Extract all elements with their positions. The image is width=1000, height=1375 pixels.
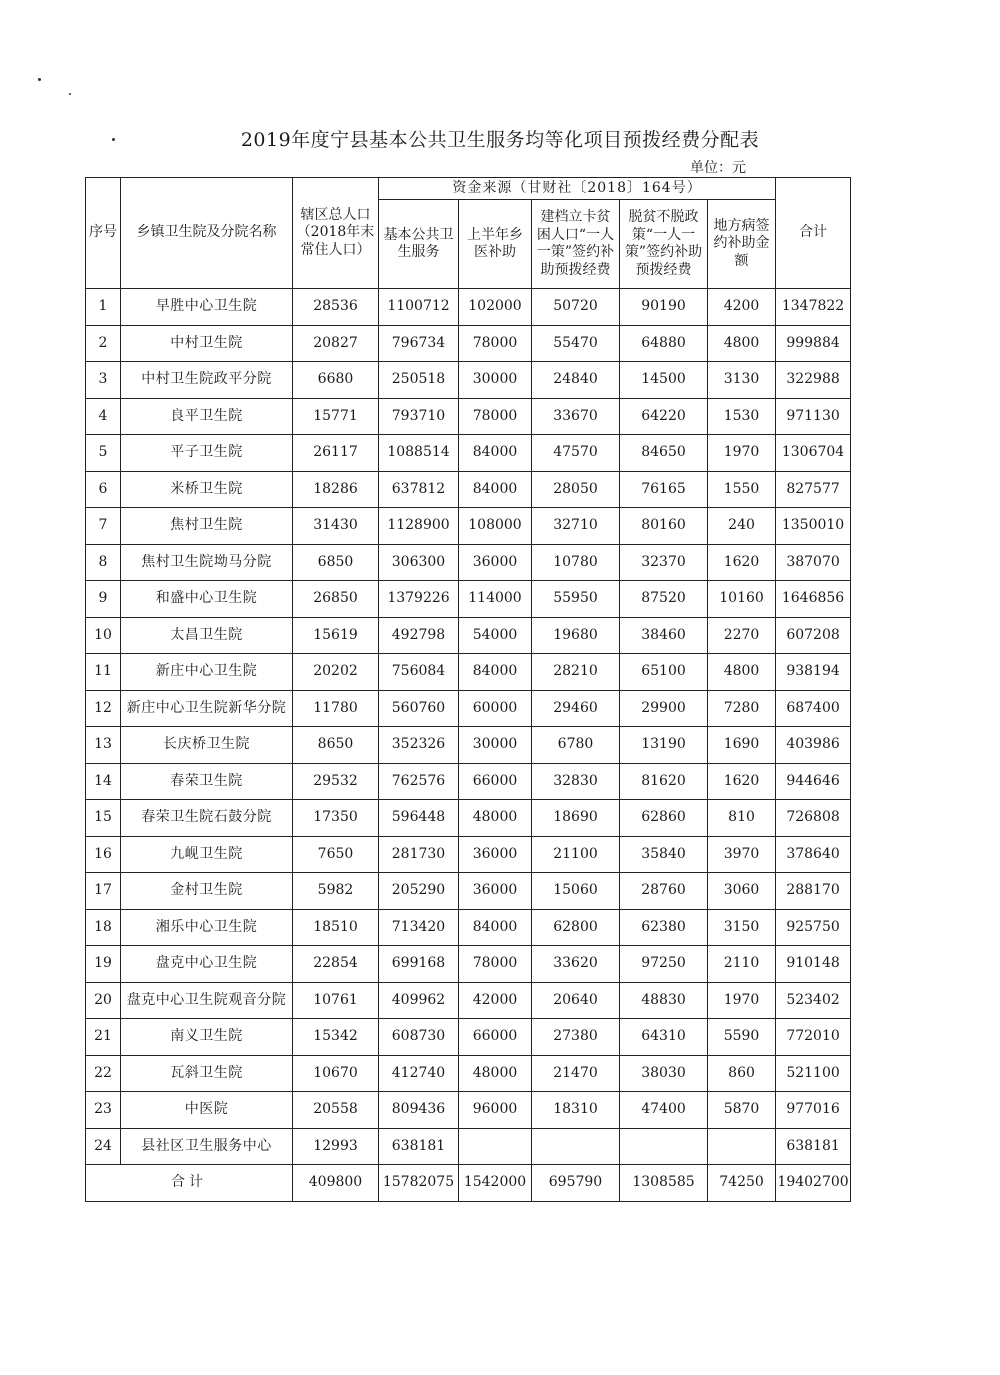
row-basic: 699168 (379, 946, 459, 983)
row-name: 焦村卫生院坳马分院 (121, 544, 293, 581)
row-population: 10761 (293, 982, 379, 1019)
row-name: 长庆桥卫生院 (121, 727, 293, 764)
row-basic: 352326 (379, 727, 459, 764)
row-name: 盘克中心卫生院观音分院 (121, 982, 293, 1019)
row-post: 13190 (620, 727, 708, 764)
row-total: 910148 (776, 946, 851, 983)
row-post: 14500 (620, 362, 708, 399)
row-seq: 2 (86, 325, 121, 362)
totals-label: 合计 (86, 1165, 293, 1202)
row-chronic: 4800 (708, 654, 776, 691)
row-village: 66000 (459, 1019, 532, 1056)
row-basic: 281730 (379, 836, 459, 873)
row-village: 60000 (459, 690, 532, 727)
row-population: 10670 (293, 1055, 379, 1092)
row-basic: 637812 (379, 471, 459, 508)
row-post: 65100 (620, 654, 708, 691)
row-name: 盘克中心卫生院 (121, 946, 293, 983)
row-basic: 306300 (379, 544, 459, 581)
row-poor: 24840 (532, 362, 620, 399)
row-population: 20558 (293, 1092, 379, 1129)
totals-chronic: 74250 (708, 1165, 776, 1202)
row-chronic: 860 (708, 1055, 776, 1092)
table-row (86, 471, 851, 508)
row-seq: 23 (86, 1092, 121, 1129)
header-funding-source: 资金来源（甘财社〔2018〕164号） (379, 178, 776, 200)
header-basic-service: 基本公共卫生服务 (379, 200, 459, 289)
row-seq: 12 (86, 690, 121, 727)
row-poor: 20640 (532, 982, 620, 1019)
row-chronic: 1970 (708, 435, 776, 472)
row-village: 108000 (459, 508, 532, 545)
row-basic: 713420 (379, 909, 459, 946)
row-name: 县社区卫生服务中心 (121, 1128, 293, 1165)
row-chronic: 1620 (708, 763, 776, 800)
row-village: 36000 (459, 544, 532, 581)
row-chronic: 4200 (708, 289, 776, 326)
row-total: 938194 (776, 654, 851, 691)
row-chronic: 7280 (708, 690, 776, 727)
row-post: 47400 (620, 1092, 708, 1129)
row-population: 18286 (293, 471, 379, 508)
row-total: 638181 (776, 1128, 851, 1165)
row-post: 62380 (620, 909, 708, 946)
row-name: 春荣卫生院石鼓分院 (121, 800, 293, 837)
row-village: 84000 (459, 471, 532, 508)
row-total: 378640 (776, 836, 851, 873)
row-population: 29532 (293, 763, 379, 800)
row-poor (532, 1128, 620, 1165)
row-population: 15619 (293, 617, 379, 654)
totals-row (86, 1165, 851, 1202)
row-population: 26117 (293, 435, 379, 472)
table-row (86, 1019, 851, 1056)
row-seq: 4 (86, 398, 121, 435)
row-village: 114000 (459, 581, 532, 618)
row-village: 66000 (459, 763, 532, 800)
row-total: 944646 (776, 763, 851, 800)
allocation-table (85, 177, 851, 1202)
row-basic: 1088514 (379, 435, 459, 472)
row-seq: 11 (86, 654, 121, 691)
row-seq: 16 (86, 836, 121, 873)
row-total: 925750 (776, 909, 851, 946)
row-total: 1646856 (776, 581, 851, 618)
row-seq: 15 (86, 800, 121, 837)
table-row (86, 581, 851, 618)
row-population: 15771 (293, 398, 379, 435)
row-village: 78000 (459, 398, 532, 435)
row-seq: 7 (86, 508, 121, 545)
header-post-poverty-signing: 脱贫不脱政策“一人一策”签约补助预拨经费 (620, 200, 708, 289)
row-poor: 15060 (532, 873, 620, 910)
row-name: 中村卫生院 (121, 325, 293, 362)
row-village: 102000 (459, 289, 532, 326)
row-village: 84000 (459, 435, 532, 472)
table-row (86, 836, 851, 873)
row-poor: 33670 (532, 398, 620, 435)
table-row (86, 690, 851, 727)
row-name: 瓦斜卫生院 (121, 1055, 293, 1092)
row-basic: 756084 (379, 654, 459, 691)
row-population: 28536 (293, 289, 379, 326)
row-name: 和盛中心卫生院 (121, 581, 293, 618)
table-row (86, 982, 851, 1019)
header-total: 合计 (776, 178, 851, 289)
unit-label: 单位：元 (690, 160, 746, 176)
row-seq: 1 (86, 289, 121, 326)
table-row (86, 654, 851, 691)
row-post: 81620 (620, 763, 708, 800)
row-post: 35840 (620, 836, 708, 873)
row-population: 15342 (293, 1019, 379, 1056)
table-row (86, 727, 851, 764)
row-total: 1347822 (776, 289, 851, 326)
row-post: 87520 (620, 581, 708, 618)
row-poor: 27380 (532, 1019, 620, 1056)
table-row (86, 1055, 851, 1092)
row-chronic: 1530 (708, 398, 776, 435)
row-village: 96000 (459, 1092, 532, 1129)
row-village: 30000 (459, 727, 532, 764)
header-name: 乡镇卫生院及分院名称 (121, 178, 293, 289)
row-post: 38030 (620, 1055, 708, 1092)
row-village: 36000 (459, 873, 532, 910)
row-total: 726808 (776, 800, 851, 837)
row-total: 288170 (776, 873, 851, 910)
header-chronic-signing: 地方病签约补助金额 (708, 200, 776, 289)
row-chronic: 1970 (708, 982, 776, 1019)
row-total: 772010 (776, 1019, 851, 1056)
row-poor: 18310 (532, 1092, 620, 1129)
row-name: 良平卫生院 (121, 398, 293, 435)
row-total: 827577 (776, 471, 851, 508)
row-chronic: 2110 (708, 946, 776, 983)
table-row (86, 1128, 851, 1165)
table-row (86, 1092, 851, 1129)
table-row (86, 289, 851, 326)
row-poor: 21470 (532, 1055, 620, 1092)
row-poor: 29460 (532, 690, 620, 727)
row-seq: 13 (86, 727, 121, 764)
row-poor: 50720 (532, 289, 620, 326)
row-poor: 28210 (532, 654, 620, 691)
row-name: 中医院 (121, 1092, 293, 1129)
row-chronic: 2270 (708, 617, 776, 654)
row-seq: 6 (86, 471, 121, 508)
row-village: 84000 (459, 654, 532, 691)
row-seq: 18 (86, 909, 121, 946)
row-basic: 1100712 (379, 289, 459, 326)
row-seq: 24 (86, 1128, 121, 1165)
row-village: 48000 (459, 1055, 532, 1092)
row-total: 607208 (776, 617, 851, 654)
row-poor: 55950 (532, 581, 620, 618)
row-post: 76165 (620, 471, 708, 508)
row-population: 20202 (293, 654, 379, 691)
table-row (86, 508, 851, 545)
row-chronic: 810 (708, 800, 776, 837)
totals-poor: 695790 (532, 1165, 620, 1202)
row-poor: 18690 (532, 800, 620, 837)
row-basic: 608730 (379, 1019, 459, 1056)
row-seq: 22 (86, 1055, 121, 1092)
row-post: 38460 (620, 617, 708, 654)
row-chronic: 3150 (708, 909, 776, 946)
row-seq: 21 (86, 1019, 121, 1056)
row-name: 新庄中心卫生院新华分院 (121, 690, 293, 727)
table-row (86, 763, 851, 800)
row-village: 84000 (459, 909, 532, 946)
row-total: 977016 (776, 1092, 851, 1129)
row-post: 90190 (620, 289, 708, 326)
table-row (86, 873, 851, 910)
table-row (86, 617, 851, 654)
row-population: 12993 (293, 1128, 379, 1165)
row-name: 中村卫生院政平分院 (121, 362, 293, 399)
row-post: 84650 (620, 435, 708, 472)
row-seq: 10 (86, 617, 121, 654)
row-village: 54000 (459, 617, 532, 654)
row-name: 太昌卫生院 (121, 617, 293, 654)
row-seq: 19 (86, 946, 121, 983)
row-name: 九岘卫生院 (121, 836, 293, 873)
row-post: 64220 (620, 398, 708, 435)
row-name: 金村卫生院 (121, 873, 293, 910)
row-village (459, 1128, 532, 1165)
row-name: 米桥卫生院 (121, 471, 293, 508)
row-poor: 21100 (532, 836, 620, 873)
row-chronic: 3130 (708, 362, 776, 399)
row-poor: 19680 (532, 617, 620, 654)
row-basic: 205290 (379, 873, 459, 910)
table-row (86, 909, 851, 946)
row-population: 6680 (293, 362, 379, 399)
row-total: 521100 (776, 1055, 851, 1092)
header-seq: 序号 (86, 178, 121, 289)
row-population: 11780 (293, 690, 379, 727)
row-chronic: 5590 (708, 1019, 776, 1056)
row-basic: 492798 (379, 617, 459, 654)
row-population: 5982 (293, 873, 379, 910)
row-name: 早胜中心卫生院 (121, 289, 293, 326)
row-basic: 250518 (379, 362, 459, 399)
row-village: 42000 (459, 982, 532, 1019)
row-post (620, 1128, 708, 1165)
header-village-doctor: 上半年乡医补助 (459, 200, 532, 289)
row-post: 80160 (620, 508, 708, 545)
row-total: 523402 (776, 982, 851, 1019)
row-seq: 3 (86, 362, 121, 399)
row-poor: 55470 (532, 325, 620, 362)
row-total: 322988 (776, 362, 851, 399)
document-title: 2019年度宁县基本公共卫生服务均等化项目预拨经费分配表 (240, 129, 760, 151)
row-name: 南义卫生院 (121, 1019, 293, 1056)
row-population: 17350 (293, 800, 379, 837)
row-basic: 1128900 (379, 508, 459, 545)
row-population: 26850 (293, 581, 379, 618)
table-row (86, 946, 851, 983)
row-population: 18510 (293, 909, 379, 946)
row-poor: 32710 (532, 508, 620, 545)
row-total: 387070 (776, 544, 851, 581)
row-post: 62860 (620, 800, 708, 837)
row-basic: 560760 (379, 690, 459, 727)
row-seq: 8 (86, 544, 121, 581)
table-row (86, 435, 851, 472)
table-body (86, 289, 851, 1165)
row-post: 64880 (620, 325, 708, 362)
row-seq: 17 (86, 873, 121, 910)
row-chronic: 1690 (708, 727, 776, 764)
row-seq: 9 (86, 581, 121, 618)
row-population: 22854 (293, 946, 379, 983)
row-name: 平子卫生院 (121, 435, 293, 472)
row-post: 29900 (620, 690, 708, 727)
row-basic: 409962 (379, 982, 459, 1019)
row-poor: 62800 (532, 909, 620, 946)
row-total: 687400 (776, 690, 851, 727)
row-total: 1350010 (776, 508, 851, 545)
row-chronic (708, 1128, 776, 1165)
row-total: 403986 (776, 727, 851, 764)
row-poor: 10780 (532, 544, 620, 581)
header-population: 辖区总人口（2018年末常住人口） (293, 178, 379, 289)
row-name: 焦村卫生院 (121, 508, 293, 545)
row-poor: 32830 (532, 763, 620, 800)
row-poor: 47570 (532, 435, 620, 472)
row-name: 湘乐中心卫生院 (121, 909, 293, 946)
row-poor: 28050 (532, 471, 620, 508)
row-chronic: 1620 (708, 544, 776, 581)
row-basic: 412740 (379, 1055, 459, 1092)
scan-speck (38, 78, 41, 81)
row-village: 36000 (459, 836, 532, 873)
row-population: 20827 (293, 325, 379, 362)
row-village: 78000 (459, 946, 532, 983)
row-basic: 638181 (379, 1128, 459, 1165)
totals-village: 1542000 (459, 1165, 532, 1202)
row-post: 48830 (620, 982, 708, 1019)
table-row (86, 325, 851, 362)
table-row (86, 800, 851, 837)
row-chronic: 240 (708, 508, 776, 545)
row-poor: 33620 (532, 946, 620, 983)
row-name: 春荣卫生院 (121, 763, 293, 800)
row-chronic: 3060 (708, 873, 776, 910)
row-basic: 793710 (379, 398, 459, 435)
table-row (86, 362, 851, 399)
row-post: 28760 (620, 873, 708, 910)
row-village: 30000 (459, 362, 532, 399)
row-seq: 5 (86, 435, 121, 472)
row-population: 8650 (293, 727, 379, 764)
row-post: 32370 (620, 544, 708, 581)
row-population: 31430 (293, 508, 379, 545)
totals-population: 409800 (293, 1165, 379, 1202)
row-basic: 796734 (379, 325, 459, 362)
row-population: 7650 (293, 836, 379, 873)
row-poor: 6780 (532, 727, 620, 764)
totals-total: 19402700 (776, 1165, 851, 1202)
table-row (86, 398, 851, 435)
row-basic: 762576 (379, 763, 459, 800)
row-seq: 14 (86, 763, 121, 800)
totals-basic: 15782075 (379, 1165, 459, 1202)
row-chronic: 1550 (708, 471, 776, 508)
scan-speck (69, 93, 71, 95)
row-chronic: 10160 (708, 581, 776, 618)
row-post: 64310 (620, 1019, 708, 1056)
row-total: 1306704 (776, 435, 851, 472)
row-basic: 809436 (379, 1092, 459, 1129)
row-chronic: 4800 (708, 325, 776, 362)
row-total: 999884 (776, 325, 851, 362)
row-chronic: 3970 (708, 836, 776, 873)
row-village: 78000 (459, 325, 532, 362)
table-row (86, 544, 851, 581)
row-population: 6850 (293, 544, 379, 581)
row-village: 48000 (459, 800, 532, 837)
header-poor-signing: 建档立卡贫困人口“一人一策”签约补助预拨经费 (532, 200, 620, 289)
row-basic: 596448 (379, 800, 459, 837)
row-chronic: 5870 (708, 1092, 776, 1129)
row-basic: 1379226 (379, 581, 459, 618)
row-name: 新庄中心卫生院 (121, 654, 293, 691)
totals-post: 1308585 (620, 1165, 708, 1202)
row-total: 971130 (776, 398, 851, 435)
row-post: 97250 (620, 946, 708, 983)
row-seq: 20 (86, 982, 121, 1019)
